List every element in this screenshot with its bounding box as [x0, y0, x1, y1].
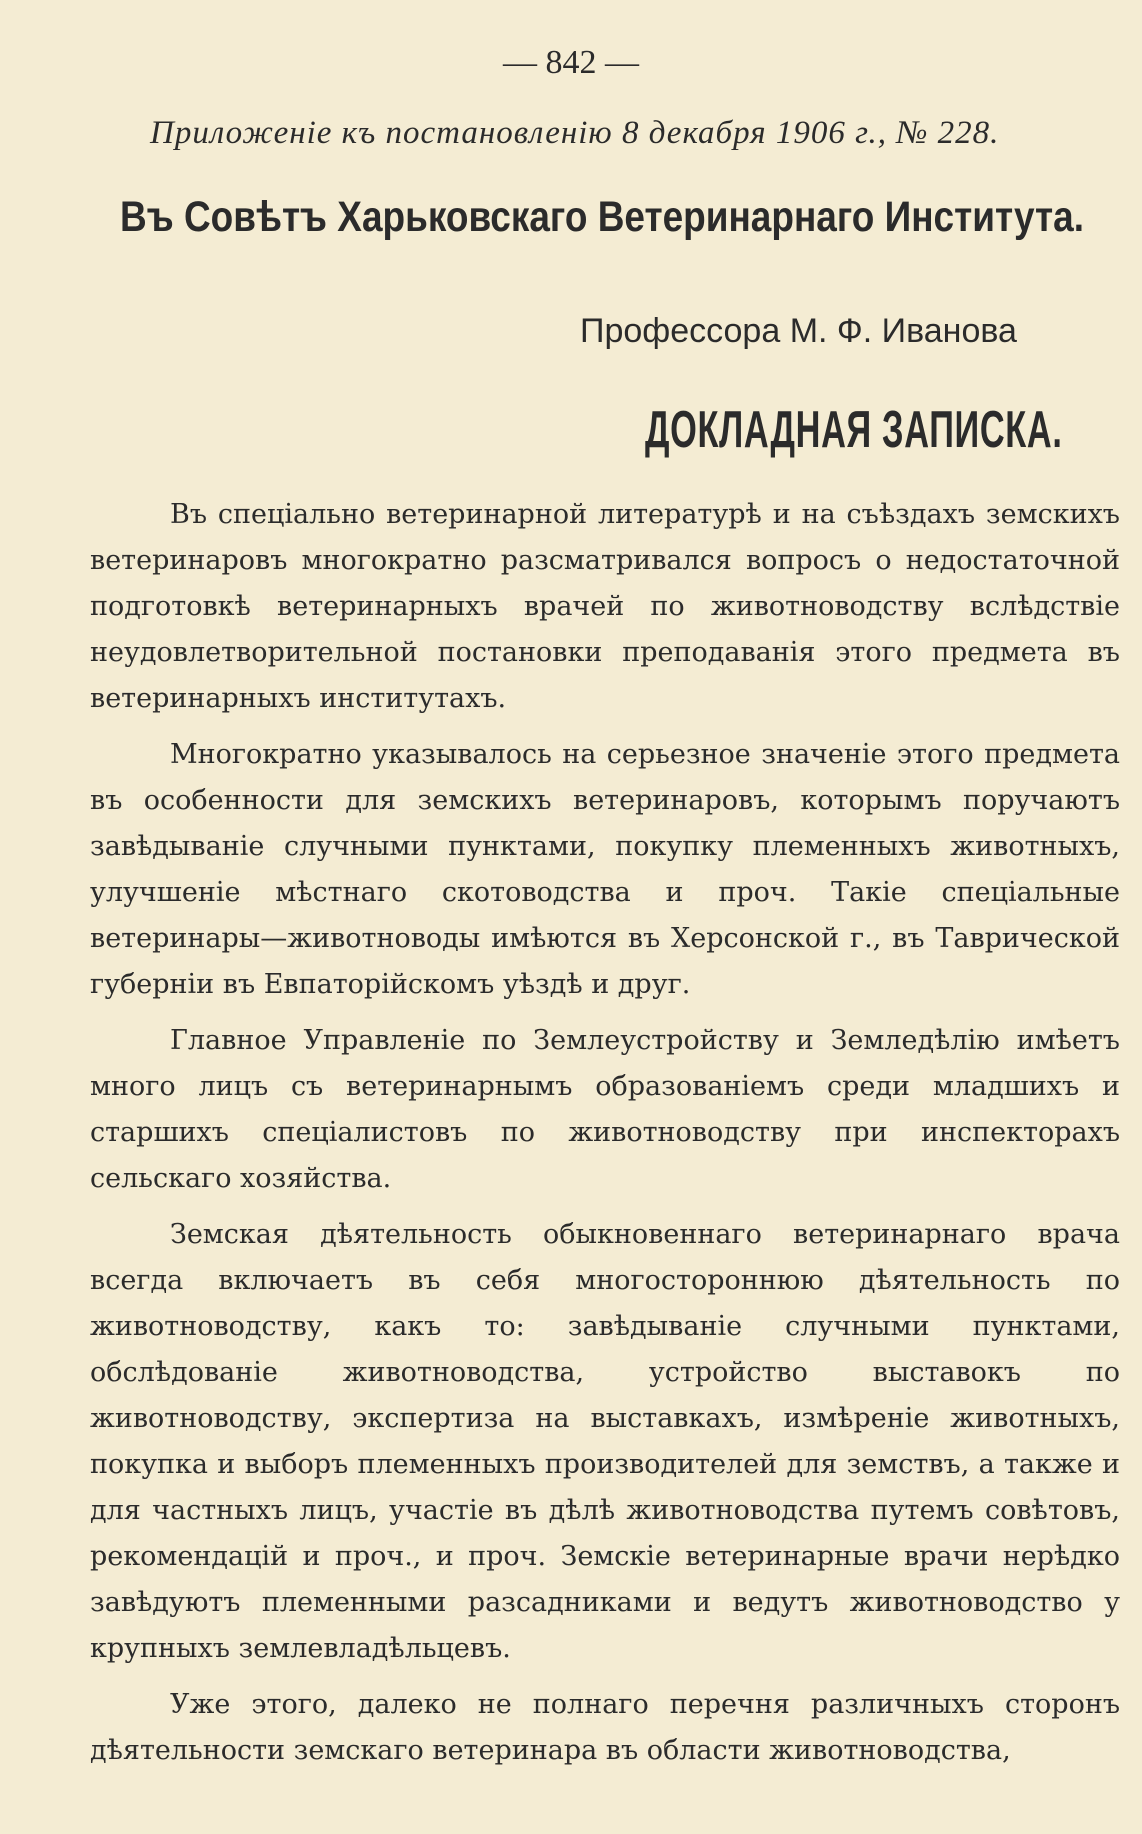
paragraph: Многократно указывалось на серьезное значенiе этого предмета въ особенности для земскихъ ветеринаровъ, которымъ поручаютъ завѣдыванiе случными пунктами, покупку племенныхъ животныхъ, улучшенiе мѣстнаго скотоводства и проч. Такiе спецiальные ветеринары—животноводы имѣются въ Херсонской г., въ Таврической губернiи въ Евпаторiйскомъ уѣздѣ и друг. — [90, 739, 1120, 1000]
paragraph: Главное Управленiе по Землеустройству и Земледѣлiю имѣетъ много лицъ съ ветеринарнымъ образованiемъ среди младшихъ и старшихъ спецiалистовъ по животноводству при инспекторахъ сельскаго хозяйства. — [90, 1025, 1120, 1194]
paragraph: Земская дѣятельность обыкновеннаго ветеринарнаго врача всегда включаетъ въ себя многостороннюю дѣятельность по животноводству, какъ то: завѣдыванiе случными пунктами, обслѣдованiе животноводства, устройство выставокъ по животноводству, экспертиза на выставкахъ, измѣренiе животныхъ, покупка и выборъ племенныхъ производителей для земствъ, а также и для частныхъ лицъ, участiе въ дѣлѣ животноводства путемъ совѣтовъ, рекомендацiй и проч., и проч. Земскiе ветеринарные врачи нерѣдко завѣдуютъ племенными разсадниками и ведутъ животноводство у крупныхъ землевладѣльцевъ. — [90, 1219, 1120, 1664]
appendix-line: Приложенiе къ постановленiю 8 декабря 1906 г., № 228. — [150, 115, 1000, 151]
author-line: Профессора М. Ф. Иванова — [580, 312, 1017, 350]
addressee-heading: Въ Совѣтъ Харьковскаго Ветеринарнаго Института. — [120, 193, 1084, 241]
document-title: ДОКЛАДНАЯ ЗАПИСКА. — [645, 401, 1063, 459]
page-number: — 842 — — [503, 44, 639, 81]
paragraph: Уже этого, далеко не полнаго перечня различныхъ сторонъ дѣятельности земскаго ветеринара въ области животноводства, — [90, 1689, 1120, 1766]
paragraph: Въ спецiально ветеринарной литературѣ и на съѣздахъ земскихъ ветеринаровъ многократно разсматривался вопросъ о недостаточной подготовкѣ ветеринарныхъ врачей по животноводству вслѣдствiе неудовлетворительной постановки преподаванiя этого предмета въ ветеринарныхъ институтахъ. — [90, 499, 1120, 714]
body-text — [90, 492, 1120, 1784]
